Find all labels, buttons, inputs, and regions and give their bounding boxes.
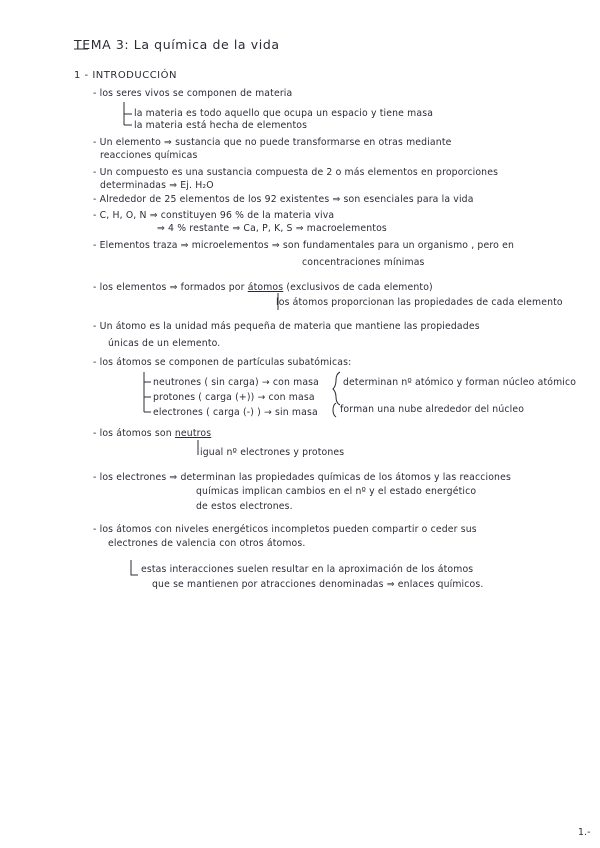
note-line: - los átomos se componen de partículas subatómicas: — [93, 357, 352, 368]
brace-2 — [333, 403, 336, 417]
note-line: concentraciones mínimas — [302, 257, 425, 268]
note-line: los átomos proporcionan las propiedades de cada elemento — [276, 297, 563, 308]
note-line: - los electrones ⇒ determinan las propiedades químicas de los átomos y las reacciones — [93, 472, 511, 483]
note-line: únicas de un elemento. — [108, 338, 221, 349]
note-line: - los seres vivos se componen de materia — [93, 88, 293, 99]
note-line: químicas implican cambios en el nº y el estado energético — [196, 486, 477, 497]
note-line: de estos electrones. — [196, 501, 293, 512]
note-line — [93, 428, 211, 439]
note-line: - Un átomo es la unidad más pequeña de materia que mantiene las propiedades — [93, 321, 480, 332]
note-line: protones ( carga (+)) → con masa — [153, 392, 315, 403]
note-line: electrones de valencia con otros átomos. — [108, 538, 306, 549]
section-heading: 1 - INTRODUCCIÓN — [74, 70, 177, 81]
note-text: - los elementos ⇒ formados por — [93, 282, 245, 293]
note-line: igual nº electrones y protones — [200, 447, 345, 458]
note-line: ⇒ 4 % restante ⇒ Ca, P, K, S ⇒ macroelementos — [157, 223, 387, 234]
note-line: electrones ( carga (-) ) → sin masa — [153, 407, 318, 418]
note-line: - C, H, O, N ⇒ constituyen 96 % de la materia viva — [93, 210, 335, 221]
note-line: - Un elemento ⇒ sustancia que no puede transformarse en otras mediante — [93, 137, 452, 148]
note-text: (exclusivos de cada elemento) — [286, 282, 433, 293]
page-title: TEMA 3: La química de la vida — [74, 37, 280, 52]
branch-arrow-3 — [131, 560, 138, 575]
note-line: - Un compuesto es una sustancia compuesta de 2 o más elementos en proporciones — [93, 167, 499, 178]
note-line: estas interacciones suelen resultar en la aproximación de los átomos — [141, 564, 474, 575]
branch-arrow-2 — [144, 372, 151, 412]
note-line: la materia es todo aquello que ocupa un espacio y tiene masa — [134, 108, 434, 119]
note-line: - Alrededor de 25 elementos de los 92 existentes ⇒ son esenciales para la vida — [93, 194, 474, 205]
note-line: que se mantienen por atracciones denominadas ⇒ enlaces químicos. — [152, 579, 484, 590]
note-line: - los átomos con niveles energéticos incompletos pueden compartir o ceder sus — [93, 524, 477, 535]
note-line: reacciones químicas — [100, 150, 198, 161]
note-line: la materia está hecha de elementos — [134, 120, 308, 131]
note-line: determinadas ⇒ Ej. H₂O — [100, 180, 214, 191]
brace-1 — [333, 372, 340, 405]
branch-arrow-1 — [124, 102, 132, 125]
note-line: determinan nº atómico y forman núcleo atómico — [343, 377, 577, 388]
note-line — [93, 282, 433, 293]
underlined-term: neutros — [174, 428, 212, 439]
note-line: neutrones ( sin carga) → con masa — [153, 377, 320, 388]
page-number: 1.- — [578, 827, 591, 838]
underlined-term: átomos — [247, 282, 284, 293]
note-line: forman una nube alrededor del núcleo — [340, 404, 525, 415]
note-line: - Elementos traza ⇒ microelementos ⇒ son fundamentales para un organismo , pero en — [93, 240, 514, 251]
note-text: - los átomos son — [93, 428, 172, 439]
